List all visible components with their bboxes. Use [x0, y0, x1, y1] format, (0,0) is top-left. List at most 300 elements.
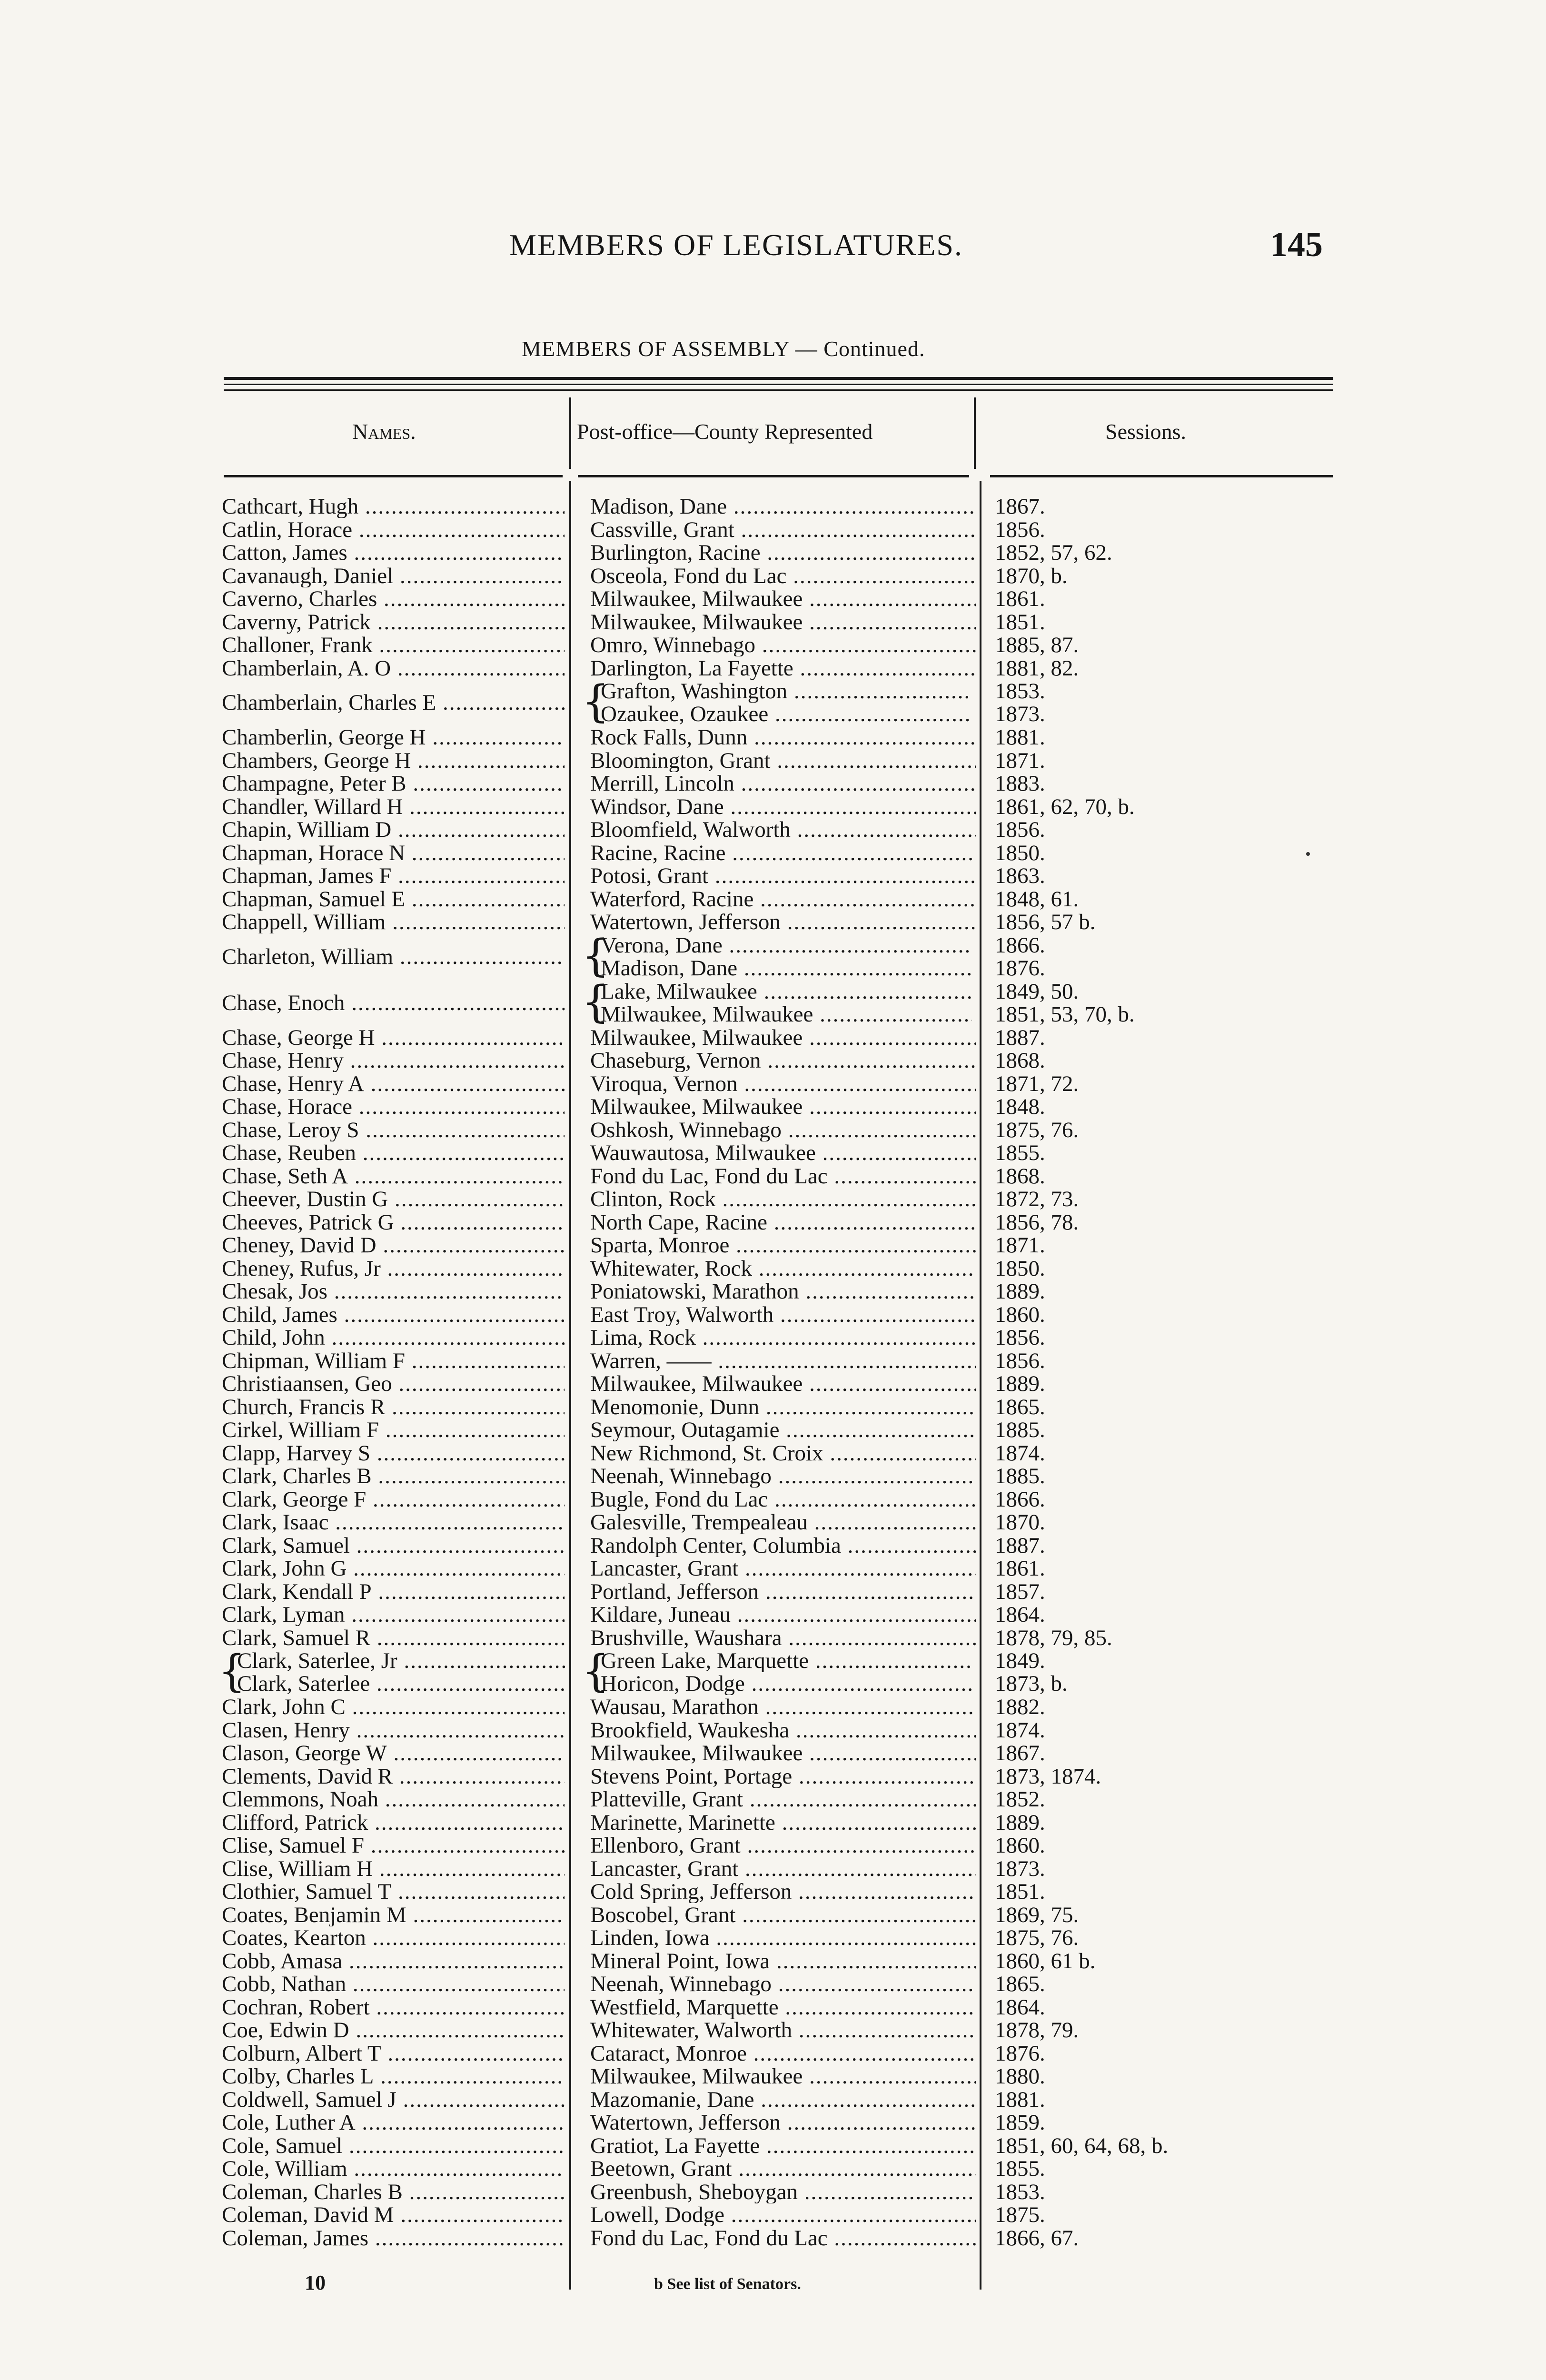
post-office-county: Wauwautosa, Milwaukee ..... [590, 1141, 976, 1164]
post-office-county: Chaseburg, Vernon ..... [590, 1049, 976, 1072]
post-office-county: Marinette, Marinette ..... [590, 1811, 976, 1834]
member-name: Coldwell, Samuel J ..... [222, 2088, 565, 2111]
page-number: 145 [1270, 225, 1323, 264]
post-office-county: Potosi, Grant ..... [590, 864, 976, 887]
member-name: Clark, Lyman ..... [222, 1603, 565, 1626]
sessions: 1876. [995, 2042, 1045, 2065]
member-name: Clemmons, Noah ..... [222, 1788, 565, 1811]
table-row [0, 1026, 1546, 1050]
post-office-county: Lancaster, Grant ..... [590, 1557, 976, 1580]
sessions: 1857. [995, 1580, 1045, 1603]
post-office-county: Bugle, Fond du Lac ..... [590, 1488, 976, 1511]
top-rule-thin [224, 384, 1333, 385]
member-name: Catlin, Horace ..... [222, 518, 565, 541]
post-office-county: Horicon, Dodge ..... [601, 1672, 972, 1695]
member-name: Cole, Luther A ..... [222, 2111, 565, 2134]
post-office-county: Portland, Jefferson ..... [590, 1580, 976, 1603]
table-row [0, 2181, 1546, 2204]
sessions: 1878, 79. [995, 2019, 1079, 2042]
table-row [0, 726, 1546, 749]
header-underline [224, 475, 563, 477]
sessions: 1873. [995, 1857, 1045, 1880]
post-office-county: Whitewater, Walworth ..... [590, 2019, 976, 2042]
table-row [0, 2157, 1546, 2181]
member-name: Coates, Kearton ..... [222, 1926, 565, 1949]
sessions: 1868. [995, 1049, 1045, 1072]
sessions: 1849. [995, 1648, 1045, 1673]
post-office-county: Bloomfield, Walworth ..... [590, 818, 976, 841]
member-name: Chapman, Horace N ..... [222, 842, 565, 864]
member-name: Caverny, Patrick ..... [222, 611, 565, 634]
post-office-county: Platteville, Grant ..... [590, 1788, 976, 1811]
sessions: 1868. [995, 1164, 1045, 1188]
member-name: Coleman, Charles B ..... [222, 2181, 565, 2203]
column-header-sessions: Sessions. [1105, 419, 1186, 444]
table-row [0, 1880, 1546, 1904]
sessions: 1851. [995, 1880, 1045, 1903]
member-name: Clasen, Henry ..... [222, 1719, 565, 1742]
post-office-county: North Cape, Racine ..... [590, 1211, 976, 1234]
post-office-county: Bloomington, Grant ..... [590, 749, 976, 772]
sessions: 1874. [995, 1718, 1045, 1742]
sessions: 1864. [995, 1995, 1045, 2019]
post-office-county: Merrill, Lincoln ..... [590, 772, 976, 795]
member-name: Cole, William ..... [222, 2157, 565, 2180]
table-row [0, 1095, 1546, 1119]
member-name: Coe, Edwin D ..... [222, 2019, 565, 2042]
member-name: Cochran, Robert ..... [222, 1996, 565, 2019]
member-name: Cobb, Amasa ..... [222, 1950, 565, 1973]
member-name: Clothier, Samuel T ..... [222, 1880, 565, 1903]
sessions: 1850. [995, 1257, 1045, 1280]
member-name: Chipman, William F ..... [222, 1349, 565, 1372]
sessions: 1871. [995, 749, 1045, 772]
post-office-county: Ozaukee, Ozaukee ..... [601, 703, 972, 725]
sessions: 1876. [995, 955, 1045, 981]
post-office-county: Whitewater, Rock ..... [590, 1257, 976, 1280]
sessions: 1869, 75. [995, 1903, 1079, 1926]
post-office-county: East Troy, Walworth ..... [590, 1303, 976, 1326]
table-row [0, 1742, 1546, 1765]
post-office-county: Ellenboro, Grant ..... [590, 1834, 976, 1857]
member-name: Clark, Samuel R ..... [222, 1626, 565, 1649]
post-office-county: Oshkosh, Winnebago ..... [590, 1119, 976, 1141]
table-row [0, 1119, 1546, 1142]
post-office-county: Milwaukee, Milwaukee ..... [590, 587, 976, 610]
sessions: 1882. [995, 1696, 1045, 1718]
member-name: Clark, Charles B ..... [222, 1465, 565, 1488]
post-office-county: Viroqua, Vernon ..... [590, 1072, 976, 1095]
table-row [0, 587, 1546, 611]
member-name: Chase, Leroy S ..... [222, 1119, 565, 1141]
sessions: 1852, 57, 62. [995, 541, 1112, 564]
member-name: Chambers, George H ..... [222, 749, 565, 772]
table-row [0, 1926, 1546, 1950]
running-title: MEMBERS OF LEGISLATURES. [509, 228, 963, 262]
footnote: b See list of Senators. [654, 2275, 801, 2293]
post-office-county: Milwaukee, Milwaukee ..... [590, 1742, 976, 1765]
member-name: Clements, David R ..... [222, 1765, 565, 1788]
member-name: Clifford, Patrick ..... [222, 1811, 565, 1834]
member-name: Clark, Saterlee, Jr ..... [237, 1649, 565, 1672]
post-office-county: Beetown, Grant ..... [590, 2157, 976, 2180]
brace-mark: { [582, 676, 610, 727]
member-name: Colburn, Albert T ..... [222, 2042, 565, 2065]
member-name: Clark, George F ..... [222, 1488, 565, 1511]
sessions: 1889. [995, 1811, 1045, 1834]
member-name: Coleman, David M ..... [222, 2203, 565, 2226]
table-row [0, 1141, 1546, 1165]
members-table [0, 495, 1546, 2250]
table-row [0, 634, 1546, 657]
sessions: 1863. [995, 864, 1045, 887]
sessions: 1887. [995, 1534, 1045, 1557]
member-name: Clark, Kendall P ..... [222, 1580, 565, 1603]
table-row [0, 818, 1546, 842]
sessions: 1873, 1874. [995, 1765, 1101, 1788]
member-name: Clark, John G ..... [222, 1557, 565, 1580]
post-office-county: Verona, Dane ..... [601, 934, 972, 957]
table-row [0, 842, 1546, 865]
table-row [0, 1465, 1546, 1488]
table-row [0, 1857, 1546, 1881]
table-row [0, 1165, 1546, 1188]
member-name: Chappell, William ..... [222, 911, 565, 933]
table-row [0, 888, 1546, 911]
sessions: 1855. [995, 1141, 1045, 1164]
member-name: Clason, George W ..... [222, 1742, 565, 1765]
post-office-county: Watertown, Jefferson ..... [590, 2111, 976, 2134]
table-row [0, 1049, 1546, 1072]
sessions: 1860, 61 b. [995, 1949, 1096, 1973]
sessions: 1870. [995, 1511, 1045, 1534]
sessions: 1855. [995, 2157, 1045, 2180]
sessions: 1866, 67. [995, 2226, 1079, 2250]
table-row [0, 795, 1546, 819]
sessions: 1866. [995, 1488, 1045, 1511]
sessions: 1851. [995, 610, 1045, 634]
table-row [0, 2065, 1546, 2088]
post-office-county: Darlington, La Fayette ..... [590, 657, 976, 680]
sessions: 1885, 87. [995, 634, 1079, 656]
sessions: 1861, 62, 70, b. [995, 795, 1135, 818]
table-row [0, 2042, 1546, 2065]
post-office-county: Windsor, Dane ..... [590, 795, 976, 818]
member-name: Clark, Saterlee ..... [237, 1672, 565, 1695]
post-office-county: Osceola, Fond du Lac ..... [590, 565, 976, 587]
member-name: Cavanaugh, Daniel ..... [222, 565, 565, 587]
post-office-county: Cataract, Monroe ..... [590, 2042, 976, 2065]
sessions: 1860. [995, 1834, 1045, 1857]
member-name: Chase, Seth A ..... [222, 1165, 565, 1188]
table-row [0, 1719, 1546, 1742]
table-row [0, 611, 1546, 634]
post-office-county: Lowell, Dodge ..... [590, 2203, 976, 2226]
post-office-county: Lancaster, Grant ..... [590, 1857, 976, 1880]
post-office-county: Rock Falls, Dunn ..... [590, 726, 976, 749]
post-office-county: Galesville, Trempealeau ..... [590, 1511, 976, 1534]
member-name: Chase, Horace ..... [222, 1095, 565, 1118]
member-name: Cole, Samuel ..... [222, 2134, 565, 2157]
post-office-county: Westfield, Marquette ..... [590, 1996, 976, 2019]
member-name: Cheney, David D ..... [222, 1234, 565, 1257]
sessions: 1849, 50. [995, 979, 1079, 1004]
table-row [0, 1442, 1546, 1465]
member-name: Cheney, Rufus, Jr ..... [222, 1257, 565, 1280]
table-row [0, 1257, 1546, 1280]
table-row [0, 1996, 1546, 2019]
table-row [0, 1904, 1546, 1927]
sessions: 1887. [995, 1026, 1045, 1049]
post-office-county: Poniatowski, Marathon ..... [590, 1280, 976, 1303]
member-name: Cathcart, Hugh ..... [222, 495, 565, 518]
member-name: Chapman, Samuel E ..... [222, 888, 565, 911]
column-header-post-office: Post-office—County Represented [577, 419, 873, 444]
member-name: Clark, Isaac ..... [222, 1511, 565, 1534]
table-row [0, 1973, 1546, 1996]
member-name: Chandler, Willard H ..... [222, 795, 565, 818]
sessions: 1875. [995, 2203, 1045, 2226]
member-name: Chapman, James F ..... [222, 864, 565, 887]
post-office-county: Mineral Point, Iowa ..... [590, 1950, 976, 1973]
post-office-county: Randolph Center, Columbia ..... [590, 1534, 976, 1557]
member-name: Chamberlain, A. O ..... [222, 657, 565, 680]
sessions: 1852. [995, 1788, 1045, 1811]
post-office-county: Milwaukee, Milwaukee ..... [601, 1003, 972, 1026]
post-office-county: Seymour, Outagamie ..... [590, 1418, 976, 1441]
post-office-county: Cold Spring, Jefferson ..... [590, 1880, 976, 1903]
sessions: 1865. [995, 1395, 1045, 1418]
table-row [0, 2203, 1546, 2227]
sessions: 1873. [995, 702, 1045, 726]
table-row [0, 1646, 1546, 1696]
table-row [0, 2088, 1546, 2112]
sessions: 1872, 73. [995, 1188, 1079, 1210]
post-office-county: Burlington, Racine ..... [590, 541, 976, 564]
member-name: Champagne, Peter B ..... [222, 772, 565, 795]
sessions: 1851, 53, 70, b. [995, 1002, 1135, 1027]
table-row [0, 1534, 1546, 1557]
sessions: 1856. [995, 518, 1045, 541]
sessions: 1853. [995, 2180, 1045, 2203]
table-row [0, 1372, 1546, 1396]
sessions: 1853. [995, 679, 1045, 704]
table-row [0, 1788, 1546, 1811]
sessions: 1875, 76. [995, 1118, 1079, 1141]
member-name: Church, Francis R ..... [222, 1396, 565, 1418]
sessions: 1881. [995, 726, 1045, 749]
table-row [0, 1557, 1546, 1580]
table-row [0, 657, 1546, 680]
table-row [0, 1326, 1546, 1349]
sessions: 1850. [995, 841, 1045, 864]
post-office-county: Watertown, Jefferson ..... [590, 911, 976, 933]
table-row [0, 2227, 1546, 2250]
sessions: 1871. [995, 1234, 1045, 1257]
table-row [0, 2111, 1546, 2134]
table-row [0, 1188, 1546, 1211]
member-name: Clark, Samuel ..... [222, 1534, 565, 1557]
post-office-county: Brookfield, Waukesha ..... [590, 1719, 976, 1742]
paper-speck [1306, 852, 1310, 856]
table-row [0, 1811, 1546, 1835]
sessions: 1867. [995, 495, 1045, 518]
post-office-county: Neenah, Winnebago ..... [590, 1973, 976, 1995]
sessions: 1885. [995, 1465, 1045, 1488]
member-name: Christiaansen, Geo ..... [222, 1372, 565, 1395]
sessions: 1848. [995, 1095, 1045, 1118]
table-row [0, 2019, 1546, 2042]
sessions: 1881. [995, 2088, 1045, 2111]
post-office-county: Madison, Dane ..... [601, 957, 972, 980]
table-row [0, 1950, 1546, 1973]
sessions: 1889. [995, 1372, 1045, 1395]
member-name: Clapp, Harvey S ..... [222, 1442, 565, 1465]
sessions: 1859. [995, 2111, 1045, 2134]
table-row [0, 1396, 1546, 1419]
sessions: 1885. [995, 1418, 1045, 1441]
table-row [0, 1234, 1546, 1257]
table-row [0, 864, 1546, 888]
post-office-county: Milwaukee, Milwaukee ..... [590, 1095, 976, 1118]
post-office-county: Milwaukee, Milwaukee ..... [590, 1026, 976, 1049]
sessions: 1881, 82. [995, 656, 1079, 680]
post-office-county: Stevens Point, Portage ..... [590, 1765, 976, 1788]
member-name: Charleton, William ..... [222, 945, 565, 968]
post-office-county: Wausau, Marathon ..... [590, 1696, 976, 1718]
brace-mark: { [582, 976, 610, 1027]
post-office-county: Clinton, Rock ..... [590, 1188, 976, 1210]
table-row [0, 930, 1546, 981]
brace-mark: { [218, 1646, 246, 1696]
sessions: 1870, b. [995, 564, 1068, 587]
post-office-county: Greenbush, Sheboygan ..... [590, 2181, 976, 2203]
member-name: Chapin, William D ..... [222, 818, 565, 841]
post-office-county: Brushville, Waushara ..... [590, 1626, 976, 1649]
post-office-county: New Richmond, St. Croix ..... [590, 1442, 976, 1465]
member-name: Chamberlain, Charles E ..... [222, 691, 565, 714]
post-office-county: Menomonie, Dunn ..... [590, 1396, 976, 1418]
post-office-county: Linden, Iowa ..... [590, 1926, 976, 1949]
post-office-county: Kildare, Juneau ..... [590, 1603, 976, 1626]
table-row [0, 495, 1546, 518]
post-office-county: Grafton, Washington ..... [601, 680, 972, 703]
sessions: 1864. [995, 1603, 1045, 1626]
member-name: Colby, Charles L ..... [222, 2065, 565, 2088]
sessions: 1856, 57 b. [995, 911, 1096, 933]
member-name: Coleman, James ..... [222, 2227, 565, 2250]
member-name: Cheeves, Patrick G ..... [222, 1211, 565, 1234]
table-row [0, 772, 1546, 795]
sessions: 1851, 60, 64, 68, b. [995, 2134, 1169, 2157]
table-row [0, 2134, 1546, 2158]
sessions: 1878, 79, 85. [995, 1626, 1112, 1649]
table-row [0, 565, 1546, 588]
sessions: 1856. [995, 1349, 1045, 1372]
header-divider [974, 397, 976, 469]
member-name: Chamberlin, George H ..... [222, 726, 565, 749]
post-office-county: Lima, Rock ..... [590, 1326, 976, 1349]
member-name: Cheever, Dustin G ..... [222, 1188, 565, 1210]
table-row [0, 911, 1546, 934]
member-name: Catton, James ..... [222, 541, 565, 564]
member-name: Challoner, Frank ..... [222, 634, 565, 656]
sessions: 1861. [995, 587, 1045, 610]
table-row [0, 1349, 1546, 1373]
member-name: Clark, John C ..... [222, 1696, 565, 1718]
header-underline [990, 475, 1333, 477]
post-office-county: Milwaukee, Milwaukee ..... [590, 1372, 976, 1395]
member-name: Clise, Samuel F ..... [222, 1834, 565, 1857]
post-office-county: Madison, Dane ..... [590, 495, 976, 518]
post-office-county: Cassville, Grant ..... [590, 518, 976, 541]
table-row [0, 1580, 1546, 1604]
sessions: 1861. [995, 1557, 1045, 1580]
table-row [0, 1280, 1546, 1303]
sessions: 1883. [995, 772, 1045, 795]
sessions: 1856. [995, 1326, 1045, 1349]
post-office-county: Milwaukee, Milwaukee ..... [590, 611, 976, 634]
member-name: Child, James ..... [222, 1303, 565, 1326]
post-office-county: Mazomanie, Dane ..... [590, 2088, 976, 2111]
post-office-county: Fond du Lac, Fond du Lac ..... [590, 2227, 976, 2250]
member-name: Chase, Henry A ..... [222, 1072, 565, 1095]
member-name: Chesak, Jos ..... [222, 1280, 565, 1303]
table-row [0, 1765, 1546, 1788]
section-subtitle: MEMBERS OF ASSEMBLY — Continued. [522, 337, 925, 361]
post-office-county: Waterford, Racine ..... [590, 888, 976, 911]
post-office-county: Green Lake, Marquette ..... [601, 1649, 972, 1672]
sessions: 1865. [995, 1973, 1045, 1995]
post-office-county: Boscobel, Grant ..... [590, 1904, 976, 1926]
table-row [0, 676, 1546, 727]
sessions: 1889. [995, 1280, 1045, 1303]
post-office-county: Lake, Milwaukee ..... [601, 980, 972, 1003]
post-office-county: Sparta, Monroe ..... [590, 1234, 976, 1257]
sessions: 1880. [995, 2065, 1045, 2088]
table-row [0, 1072, 1546, 1096]
member-name: Chase, Reuben ..... [222, 1141, 565, 1164]
sessions: 1848, 61. [995, 887, 1079, 911]
brace-mark: { [582, 1646, 610, 1696]
member-name: Cobb, Nathan ..... [222, 1973, 565, 1995]
member-name: Coates, Benjamin M ..... [222, 1904, 565, 1926]
table-row [0, 541, 1546, 565]
sessions: 1856. [995, 818, 1045, 841]
post-office-county: Racine, Racine ..... [590, 842, 976, 864]
post-office-county: Milwaukee, Milwaukee ..... [590, 2065, 976, 2088]
member-name: Caverno, Charles ..... [222, 587, 565, 610]
table-row [0, 1696, 1546, 1719]
post-office-county: Omro, Winnebago ..... [590, 634, 976, 656]
table-row [0, 1418, 1546, 1442]
header-underline [578, 475, 969, 477]
sessions: 1871, 72. [995, 1072, 1079, 1095]
table-row [0, 1511, 1546, 1534]
sessions: 1874. [995, 1441, 1045, 1465]
table-row [0, 1603, 1546, 1626]
header-divider [569, 397, 571, 469]
top-rule-thin-2 [224, 389, 1333, 391]
member-name: Chase, George H ..... [222, 1026, 565, 1049]
post-office-county: Warren, —— ..... [590, 1349, 976, 1372]
member-name: Chase, Enoch ..... [222, 992, 565, 1014]
sessions: 1866. [995, 932, 1045, 958]
column-header-names: Names. [352, 419, 416, 444]
sessions: 1867. [995, 1742, 1045, 1765]
table-row [0, 518, 1546, 542]
sessions: 1860. [995, 1303, 1045, 1326]
